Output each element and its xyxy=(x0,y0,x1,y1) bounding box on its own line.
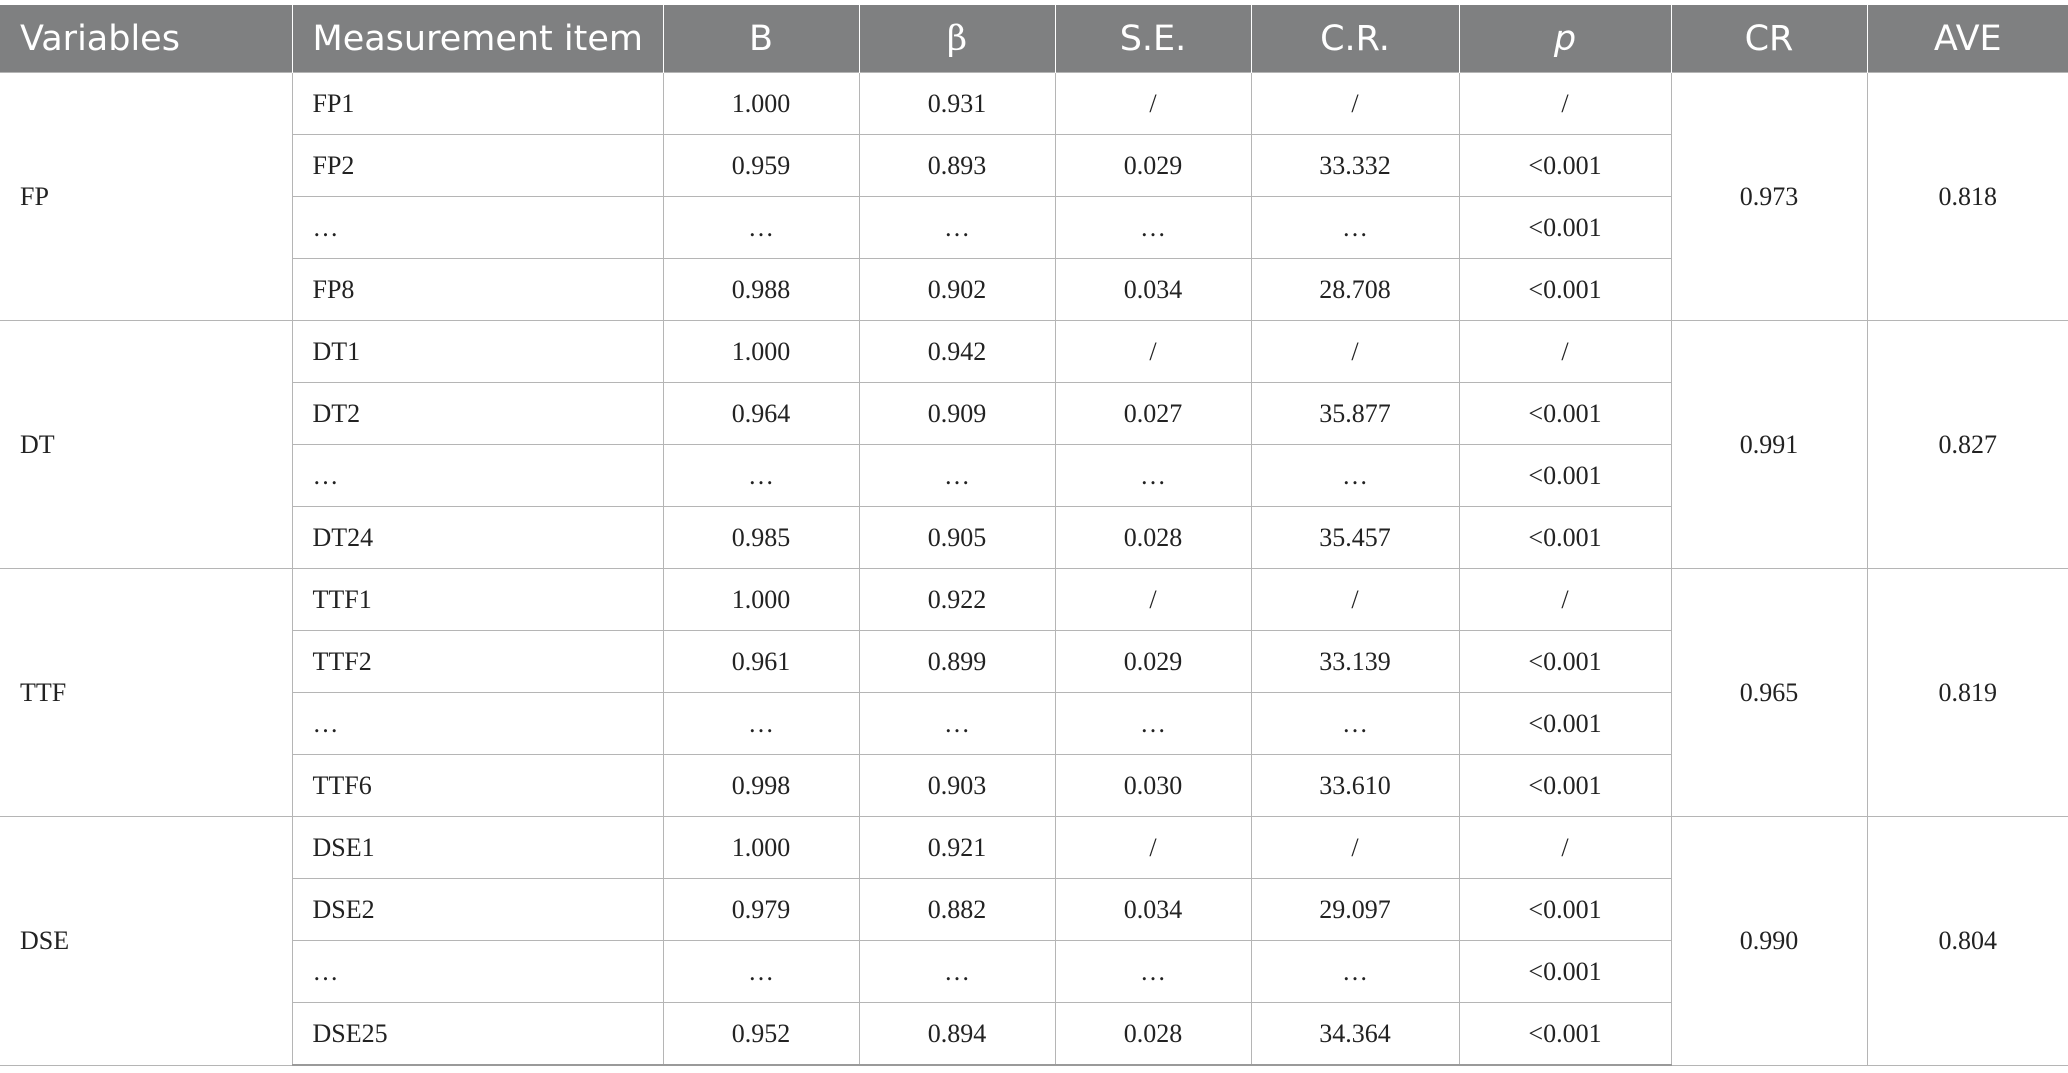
item-cell: … xyxy=(292,693,663,755)
item-cell: … xyxy=(292,941,663,1003)
se-cell: … xyxy=(1055,197,1251,259)
item-cell: TTF6 xyxy=(292,755,663,817)
b-cell: 0.998 xyxy=(663,755,859,817)
variable-cell: DSE xyxy=(0,817,292,1066)
measurement-table xyxy=(0,5,2068,1066)
b-cell: … xyxy=(663,693,859,755)
beta-cell: … xyxy=(859,197,1055,259)
composite-reliability-cell: 0.990 xyxy=(1671,817,1867,1066)
item-cell: FP2 xyxy=(292,135,663,197)
critical-ratio-cell: 33.610 xyxy=(1251,755,1459,817)
b-cell: 1.000 xyxy=(663,321,859,383)
item-cell: DSE25 xyxy=(292,1003,663,1066)
b-cell: 0.985 xyxy=(663,507,859,569)
p-cell: / xyxy=(1459,321,1671,383)
b-cell: 0.964 xyxy=(663,383,859,445)
se-cell: 0.027 xyxy=(1055,383,1251,445)
table-row xyxy=(0,569,2068,631)
p-cell: <0.001 xyxy=(1459,941,1671,1003)
header-p: p xyxy=(1459,5,1671,73)
table-body xyxy=(0,73,2068,1066)
table-row xyxy=(0,817,2068,879)
p-cell: <0.001 xyxy=(1459,445,1671,507)
b-cell: … xyxy=(663,445,859,507)
item-cell: DT2 xyxy=(292,383,663,445)
se-cell: / xyxy=(1055,569,1251,631)
header-critical-ratio: C.R. xyxy=(1251,5,1459,73)
beta-cell: 0.921 xyxy=(859,817,1055,879)
header-ave: AVE xyxy=(1867,5,2068,73)
critical-ratio-cell: 29.097 xyxy=(1251,879,1459,941)
ave-cell: 0.818 xyxy=(1867,73,2068,321)
se-cell: … xyxy=(1055,445,1251,507)
item-cell: TTF2 xyxy=(292,631,663,693)
critical-ratio-cell: / xyxy=(1251,73,1459,135)
item-cell: DSE2 xyxy=(292,879,663,941)
se-cell: … xyxy=(1055,941,1251,1003)
critical-ratio-cell: 34.364 xyxy=(1251,1003,1459,1066)
variable-cell: TTF xyxy=(0,569,292,817)
table-row xyxy=(0,73,2068,135)
b-cell: 0.961 xyxy=(663,631,859,693)
b-cell: 0.979 xyxy=(663,879,859,941)
critical-ratio-cell: … xyxy=(1251,941,1459,1003)
header-measurement-item: Measurement item xyxy=(292,5,663,73)
table-row xyxy=(0,321,2068,383)
se-cell: 0.028 xyxy=(1055,507,1251,569)
p-cell: <0.001 xyxy=(1459,197,1671,259)
se-cell: 0.034 xyxy=(1055,259,1251,321)
se-cell: 0.034 xyxy=(1055,879,1251,941)
critical-ratio-cell: … xyxy=(1251,693,1459,755)
item-cell: … xyxy=(292,197,663,259)
header-variables: Variables xyxy=(0,5,292,73)
composite-reliability-cell: 0.973 xyxy=(1671,73,1867,321)
b-cell: 1.000 xyxy=(663,73,859,135)
ave-cell: 0.804 xyxy=(1867,817,2068,1066)
se-cell: 0.029 xyxy=(1055,631,1251,693)
p-cell: <0.001 xyxy=(1459,631,1671,693)
se-cell: / xyxy=(1055,73,1251,135)
se-cell: 0.030 xyxy=(1055,755,1251,817)
beta-cell: 0.899 xyxy=(859,631,1055,693)
item-cell: DT1 xyxy=(292,321,663,383)
b-cell: 1.000 xyxy=(663,569,859,631)
p-cell: <0.001 xyxy=(1459,755,1671,817)
variable-cell: DT xyxy=(0,321,292,569)
header-b: B xyxy=(663,5,859,73)
header-composite-reliability: CR xyxy=(1671,5,1867,73)
p-cell: <0.001 xyxy=(1459,507,1671,569)
p-cell: / xyxy=(1459,73,1671,135)
item-cell: FP1 xyxy=(292,73,663,135)
beta-cell: 0.902 xyxy=(859,259,1055,321)
item-cell: FP8 xyxy=(292,259,663,321)
beta-cell: 0.893 xyxy=(859,135,1055,197)
critical-ratio-cell: … xyxy=(1251,197,1459,259)
beta-cell: 0.922 xyxy=(859,569,1055,631)
se-cell: 0.029 xyxy=(1055,135,1251,197)
item-cell: DT24 xyxy=(292,507,663,569)
p-cell: <0.001 xyxy=(1459,693,1671,755)
beta-cell: 0.942 xyxy=(859,321,1055,383)
b-cell: 0.988 xyxy=(663,259,859,321)
ave-cell: 0.819 xyxy=(1867,569,2068,817)
table-header xyxy=(0,5,2068,73)
header-row xyxy=(0,5,2068,73)
p-cell: <0.001 xyxy=(1459,383,1671,445)
p-cell: <0.001 xyxy=(1459,879,1671,941)
beta-cell: … xyxy=(859,693,1055,755)
se-cell: / xyxy=(1055,817,1251,879)
p-cell: <0.001 xyxy=(1459,135,1671,197)
beta-cell: 0.905 xyxy=(859,507,1055,569)
p-cell: <0.001 xyxy=(1459,259,1671,321)
beta-cell: 0.903 xyxy=(859,755,1055,817)
critical-ratio-cell: 33.139 xyxy=(1251,631,1459,693)
beta-cell: 0.882 xyxy=(859,879,1055,941)
p-cell: <0.001 xyxy=(1459,1003,1671,1066)
se-cell: … xyxy=(1055,693,1251,755)
composite-reliability-cell: 0.965 xyxy=(1671,569,1867,817)
beta-cell: … xyxy=(859,941,1055,1003)
se-cell: 0.028 xyxy=(1055,1003,1251,1066)
header-beta: β xyxy=(859,5,1055,73)
critical-ratio-cell: 28.708 xyxy=(1251,259,1459,321)
header-se: S.E. xyxy=(1055,5,1251,73)
b-cell: … xyxy=(663,941,859,1003)
item-cell: TTF1 xyxy=(292,569,663,631)
critical-ratio-cell: 35.877 xyxy=(1251,383,1459,445)
beta-cell: 0.894 xyxy=(859,1003,1055,1066)
ave-cell: 0.827 xyxy=(1867,321,2068,569)
b-cell: 0.959 xyxy=(663,135,859,197)
p-cell: / xyxy=(1459,569,1671,631)
se-cell: / xyxy=(1055,321,1251,383)
critical-ratio-cell: 35.457 xyxy=(1251,507,1459,569)
critical-ratio-cell: / xyxy=(1251,569,1459,631)
critical-ratio-cell: 33.332 xyxy=(1251,135,1459,197)
beta-cell: 0.931 xyxy=(859,73,1055,135)
critical-ratio-cell: / xyxy=(1251,817,1459,879)
beta-cell: … xyxy=(859,445,1055,507)
p-cell: / xyxy=(1459,817,1671,879)
variable-cell: FP xyxy=(0,73,292,321)
b-cell: … xyxy=(663,197,859,259)
critical-ratio-cell: / xyxy=(1251,321,1459,383)
b-cell: 0.952 xyxy=(663,1003,859,1066)
item-cell: … xyxy=(292,445,663,507)
b-cell: 1.000 xyxy=(663,817,859,879)
beta-cell: 0.909 xyxy=(859,383,1055,445)
item-cell: DSE1 xyxy=(292,817,663,879)
critical-ratio-cell: … xyxy=(1251,445,1459,507)
composite-reliability-cell: 0.991 xyxy=(1671,321,1867,569)
